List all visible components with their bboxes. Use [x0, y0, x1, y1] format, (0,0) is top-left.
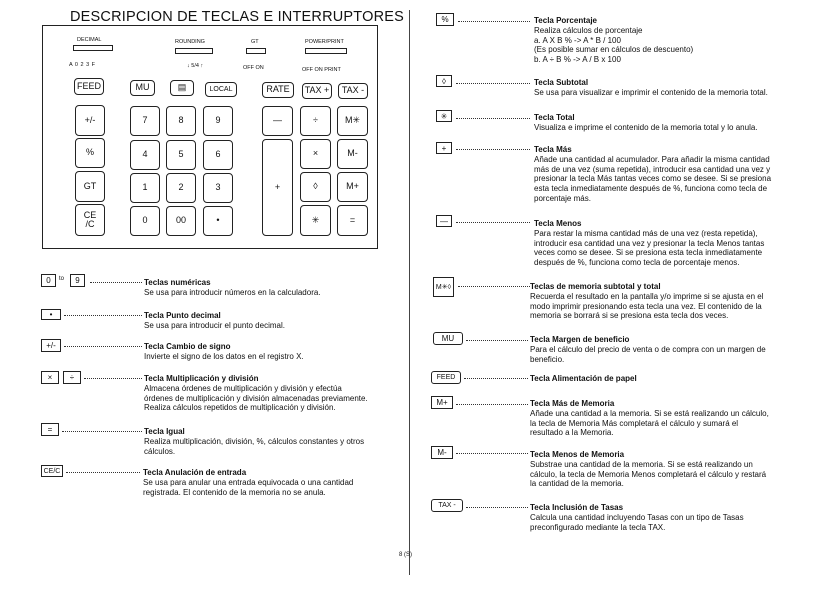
percent-key[interactable]: % — [75, 138, 105, 168]
key-icon-total: ✳ — [436, 110, 452, 122]
entry-heading: Tecla Total — [534, 113, 575, 122]
subtotal-key[interactable]: ◊ — [300, 172, 331, 202]
leader-line — [64, 315, 142, 316]
leader-line — [456, 453, 528, 454]
key-icon-memory-plus: M+ — [431, 396, 453, 409]
key-8[interactable]: 8 — [166, 106, 196, 136]
to-label: to — [59, 276, 65, 282]
calculator-keyboard-diagram — [42, 25, 378, 249]
entry-paper-feed — [530, 374, 824, 384]
rounding-switch-label: ROUNDING — [175, 39, 205, 45]
entry-total — [534, 113, 824, 133]
entry-heading: Tecla Punto decimal — [144, 311, 221, 320]
page-title: DESCRIPCION DE TECLAS E INTERRUPTORES — [70, 9, 404, 25]
key-icon-mu: MU — [433, 332, 463, 345]
gt-key[interactable]: GT — [75, 171, 105, 202]
leader-line — [458, 21, 530, 22]
entry-heading: Tecla Cambio de signo — [144, 342, 231, 351]
local-key[interactable]: LOCAL — [205, 82, 237, 97]
key-icon-plus: + — [436, 142, 452, 154]
decimal-switch-label: DECIMAL — [77, 37, 102, 43]
entry-heading: Tecla Menos — [534, 219, 582, 228]
entry-heading: Tecla Menos de Memoria — [530, 450, 625, 459]
entry-heading: Tecla Anulación de entrada — [143, 468, 247, 477]
key-icon-equals: = — [41, 423, 59, 436]
key-0[interactable]: 0 — [130, 206, 160, 236]
entry-heading: Tecla Igual — [144, 427, 185, 436]
key-icon-9: 9 — [70, 274, 85, 287]
leader-line — [464, 378, 528, 379]
key-icon-divide: ÷ — [63, 371, 81, 384]
entry-heading: Teclas numéricas — [144, 278, 211, 287]
key-icon-minus: — — [436, 215, 452, 227]
entry-description: Añade una cantidad a la memoria. Si se está realizando un cálculo, la tecla de Memoria Más completará el cálculo y sumará el resultado a la Memoria. — [530, 408, 769, 438]
entry-plus — [534, 145, 824, 204]
key-3[interactable]: 3 — [203, 173, 233, 203]
multiply-key[interactable]: × — [300, 139, 331, 169]
plus-minus-key[interactable]: +/- — [75, 105, 105, 136]
leader-line — [458, 286, 530, 287]
entry-description: Se usa para anular una entrada equivocada o una cantidad registrada. El contenido de la memoria no se anula. — [143, 477, 354, 497]
key-icon-tax-minus: TAX - — [431, 499, 463, 512]
entry-description: Recuerda el resultado en la pantalla y/o imprime si se ajusta en el modo imprimir presionando esta tecla una vez. El contenido de la memoria se borrará si se presiona esta tecla dos veces. — [530, 291, 764, 321]
entry-heading: Teclas de memoria subtotal y total — [530, 282, 661, 291]
entry-memory-plus — [530, 399, 824, 438]
plus-key[interactable]: + — [262, 139, 293, 236]
key-icon-subtotal: ◊ — [436, 75, 452, 87]
page-number: 8 (S) — [399, 552, 413, 558]
entry-percent — [534, 16, 824, 65]
power-switch-label: POWER/PRINT — [305, 39, 344, 45]
leader-line — [456, 149, 530, 150]
gt-switch-positions: OFF ON — [243, 65, 264, 71]
rate-key[interactable]: RATE — [262, 82, 294, 98]
entry-sign-change — [144, 342, 399, 362]
entry-description: Invierte el signo de los datos en el registro X. — [144, 351, 304, 361]
key-icon-memory-minus: M- — [431, 446, 453, 459]
leader-line — [466, 507, 528, 508]
leader-line — [62, 431, 142, 432]
power-switch-positions: OFF ON PRINT — [302, 67, 341, 73]
entry-minus — [534, 219, 824, 268]
entry-description: Visualiza e imprime el contenido de la memoria total y lo anula. — [534, 122, 758, 132]
ce-c-key[interactable]: CE /C — [75, 204, 105, 236]
entry-heading: Tecla Porcentaje — [534, 16, 597, 25]
entry-decimal-point — [144, 311, 399, 331]
power-switch[interactable] — [305, 48, 347, 54]
key-2[interactable]: 2 — [166, 173, 196, 203]
key-icon-decimal-point: • — [41, 309, 61, 320]
entry-heading: Tecla Más de Memoria — [530, 399, 615, 408]
key-4[interactable]: 4 — [130, 140, 160, 170]
leader-line — [90, 282, 142, 283]
entry-markup — [530, 335, 824, 364]
leader-line — [456, 222, 530, 223]
memory-minus-key[interactable]: M- — [337, 139, 368, 169]
entry-description: Se usa para introducir el punto decimal. — [144, 320, 285, 330]
minus-key[interactable]: — — [262, 106, 293, 136]
entry-heading: Tecla Inclusión de Tasas — [530, 503, 624, 512]
key-icon-0: 0 — [41, 274, 56, 287]
decimal-switch-positions: A 0 2 3 F — [69, 62, 96, 68]
key-9[interactable]: 9 — [203, 106, 233, 136]
entry-clear-entry — [143, 468, 405, 497]
key-icon-multiply: × — [41, 371, 59, 384]
decimal-switch[interactable] — [73, 45, 113, 51]
tax-plus-key[interactable]: TAX + — [302, 83, 332, 99]
entry-multiply-divide — [144, 374, 406, 413]
entry-description: Para restar la misma cantidad más de una vez (resta repetida), introducir esa cantidad una vez y presionar la tecla Menos tantas veces como se desee. Si se presiona esta tecla inmediatamente después de %, funciona como tecla de porcentaje menos. — [534, 228, 765, 267]
leader-line — [456, 404, 528, 405]
gt-switch-label: GT — [251, 39, 259, 45]
equals-key[interactable]: = — [337, 205, 368, 236]
leader-line — [64, 346, 142, 347]
decimal-point-key[interactable]: • — [203, 206, 233, 236]
entry-heading: Tecla Más — [534, 145, 572, 154]
divide-key[interactable]: ÷ — [300, 106, 331, 136]
key-1[interactable]: 1 — [130, 173, 160, 203]
entry-description: Calcula una cantidad incluyendo Tasas con un tipo de Tasas preconfigurado mediante la tecla TAX. — [530, 512, 744, 532]
entry-equals — [144, 427, 404, 456]
entry-description: Realiza multiplicación, división, %, cálculos constantes y otros cálculos. — [144, 436, 365, 456]
total-key[interactable]: ✳ — [300, 205, 331, 236]
entry-heading: Tecla Subtotal — [534, 78, 589, 87]
key-icon-percent: % — [436, 13, 454, 26]
entry-memory-subtotal-total — [530, 282, 824, 321]
entry-heading: Tecla Multiplicación y división — [144, 374, 259, 383]
memo-key[interactable]: ▤ — [170, 80, 194, 96]
leader-line — [66, 472, 140, 473]
entry-description: Se usa para introducir números en la calculadora. — [144, 287, 321, 297]
rounding-switch-positions: ↓ 5/4 ↑ — [187, 63, 204, 69]
tax-minus-key[interactable]: TAX - — [338, 83, 368, 99]
memory-subtotal-total-key[interactable]: M✳ — [337, 106, 368, 136]
key-icon-memory-subtotal-total: M✳◊ — [433, 277, 454, 297]
entry-heading: Tecla Alimentación de papel — [530, 374, 637, 383]
entry-description: Substrae una cantidad de la memoria. Si se está realizando un cálculo, la tecla de Memoria Menos completará el cálculo y restará la cantidad de la memoria. — [530, 459, 767, 489]
key-00[interactable]: 00 — [166, 206, 196, 236]
key-5[interactable]: 5 — [166, 140, 196, 170]
key-7[interactable]: 7 — [130, 106, 160, 136]
entry-description: Almacena órdenes de multiplicación y división y efectúa órdenes de multiplicación y división almacenadas previamente. Realiza cálculos repetidos de multiplicación y división. — [144, 383, 368, 413]
leader-line — [456, 118, 530, 119]
feed-key[interactable]: FEED — [74, 78, 104, 95]
entry-heading: Tecla Margen de beneficio — [530, 335, 630, 344]
entry-description: Realiza cálculos de porcentaje a. A X B % -> A * B / 100 (Es posible sumar en cálculos de descuento) b. A ÷ B % -> A / B x 100 — [534, 25, 694, 64]
memory-plus-key[interactable]: M+ — [337, 172, 368, 202]
entry-memory-minus — [530, 450, 824, 489]
entry-description: Añade una cantidad al acumulador. Para añadir la misma cantidad más de una vez (suma repetida), introducir esa cantidad una vez y presionar la tecla Más tantas veces como se desee. Si se presiona esta tecla inmediatamente después de %, funciona como tecla de porcentaje más. — [534, 154, 772, 203]
key-icon-plus-minus: +/- — [41, 339, 61, 352]
gt-switch[interactable] — [246, 48, 266, 54]
entry-tax-inclusion — [530, 503, 824, 532]
leader-line — [466, 340, 528, 341]
column-divider — [409, 10, 410, 575]
leader-line — [84, 378, 142, 379]
leader-line — [456, 83, 530, 84]
key-6[interactable]: 6 — [203, 140, 233, 170]
mu-key[interactable]: MU — [130, 80, 155, 96]
entry-description: Para el cálculo del precio de venta o de compra con un margen de beneficio. — [530, 344, 766, 364]
key-icon-ce-c: CE/C — [41, 465, 63, 477]
entry-description: Se usa para visualizar e imprimir el contenido de la memoria total. — [534, 87, 768, 97]
entry-numeric-keys — [144, 278, 399, 298]
key-icon-feed: FEED — [431, 371, 461, 384]
entry-subtotal — [534, 78, 824, 98]
rounding-switch[interactable] — [175, 48, 213, 54]
